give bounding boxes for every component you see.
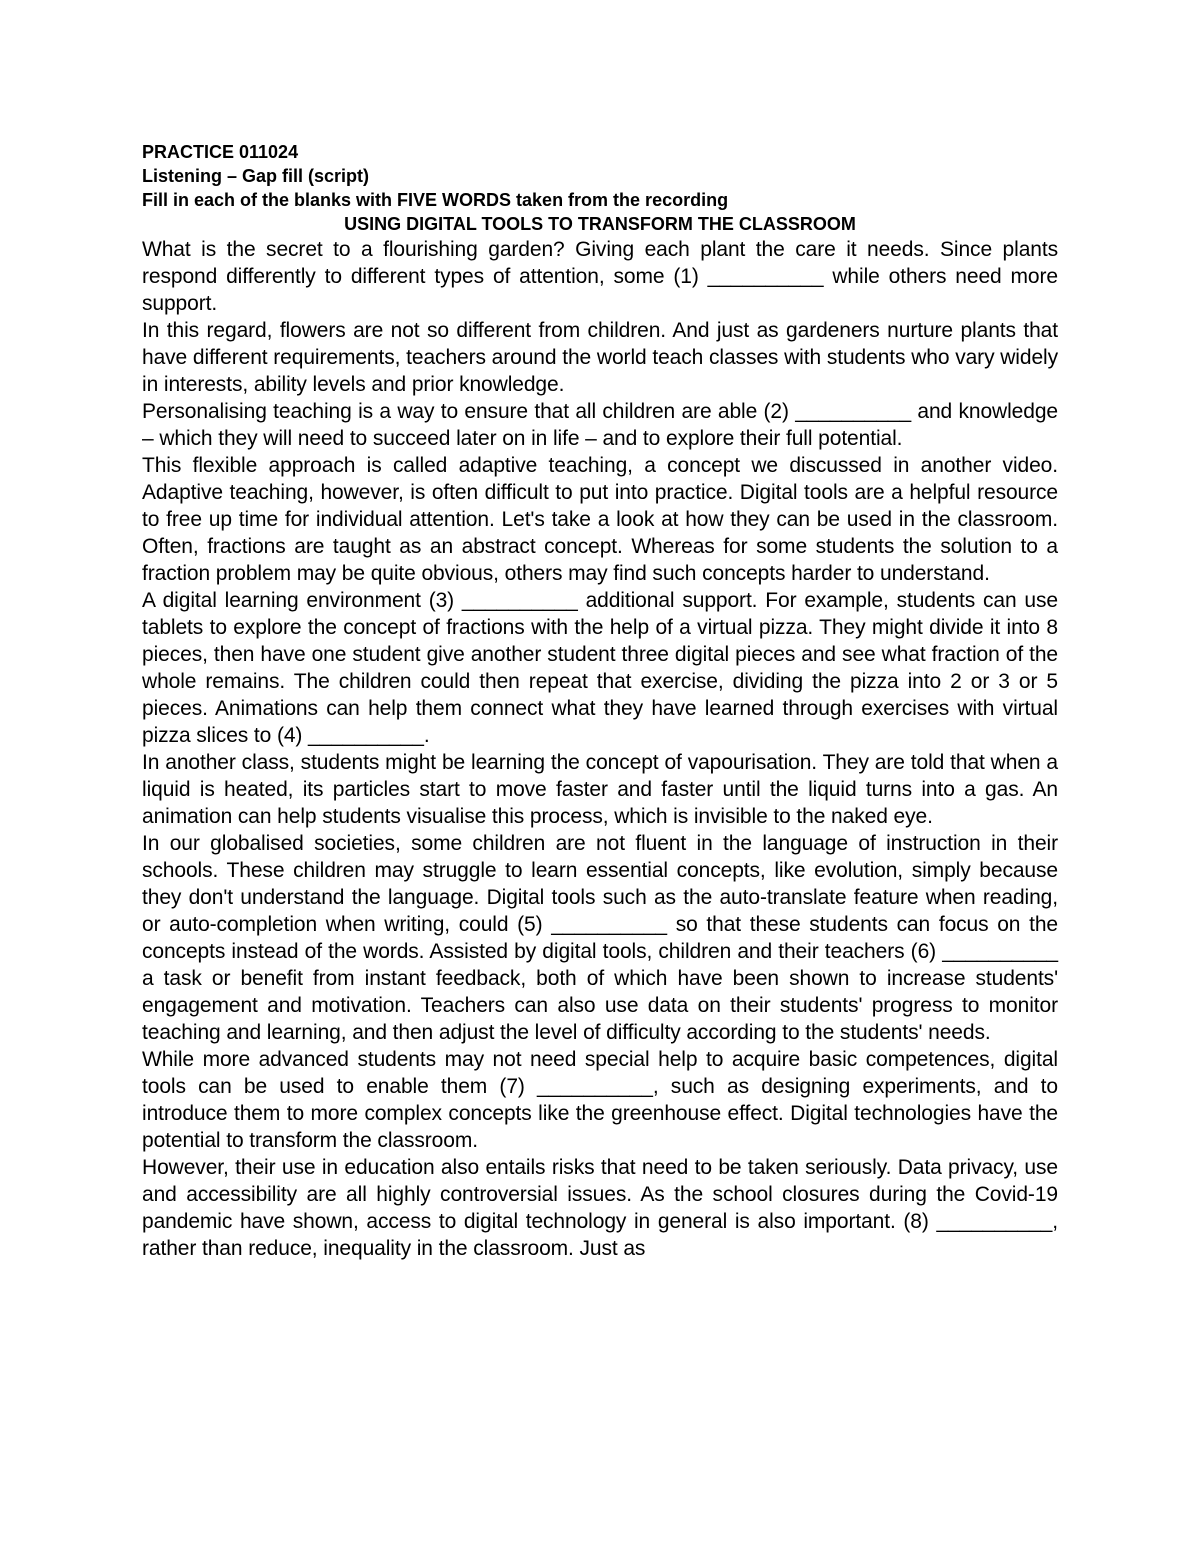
paragraph-1: What is the secret to a flourishing garden? Giving each plant the care it needs. Since plants respond differently to different types of attention, some (1) __________ while others need more support. (142, 238, 1058, 315)
paragraph-2: In this regard, flowers are not so different from children. And just as gardeners nurture plants that have different requirements, teachers around the world teach classes with students who vary widely in interests, ability levels and prior knowledge. (142, 319, 1058, 396)
document-title: USING DIGITAL TOOLS TO TRANSFORM THE CLASSROOM (344, 214, 856, 234)
practice-code: PRACTICE 011024 (142, 142, 299, 162)
instruction-text: Fill in each of the blanks with FIVE WORDS taken from the recording (142, 190, 729, 210)
paragraph-8: While more advanced students may not need special help to acquire basic competences, digital tools can be used to enable them (7) __________, such as designing experiments, and to introduce them to more complex concepts like the greenhouse effect. Digital technologies have the potential to transform the classroom. (142, 1048, 1058, 1152)
paragraph-6: In another class, students might be learning the concept of vapourisation. They are told that when a liquid is heated, its particles start to move faster and faster until the liquid turns into a gas. An animation can help students visualise this process, which is invisible to the naked eye. (142, 751, 1058, 828)
section-title: Listening – Gap fill (script) (142, 166, 370, 186)
paragraph-3: Personalising teaching is a way to ensure that all children are able (2) __________ and knowledge – which they will need to succeed later on in life – and to explore their full potential. (142, 400, 1058, 450)
paragraph-4: This flexible approach is called adaptive teaching, a concept we discussed in another video. Adaptive teaching, however, is often difficult to put into practice. Digital tools are a helpful resource to free up time for individual attention. Let's take a look at how they can be used in the classroom. Often, fractions are taught as an abstract concept. Whereas for some students the solution to a fraction problem may be quite obvious, others may find such concepts harder to understand. (142, 454, 1058, 585)
paragraph-7: In our globalised societies, some children are not fluent in the language of instruction in their schools. These children may struggle to learn essential concepts, like evolution, simply because they don't understand the language. Digital tools such as the auto-translate feature when reading, or auto-completion when writing, could (5) __________ so that these students can focus on the concepts instead of the words. Assisted by digital tools, children and their teachers (6) __________ a task or benefit from instant feedback, both of which have been shown to increase students' engagement and motivation. Teachers can also use data on their students' progress to monitor teaching and learning, and then adjust the level of difficulty according to the students' needs. (142, 832, 1058, 1044)
paragraph-5: A digital learning environment (3) __________ additional support. For example, students can use tablets to explore the concept of fractions with the help of a virtual pizza. They might divide it into 8 pieces, then have one student give another student three digital pieces and see what fraction of the whole remains. The children could then repeat that exercise, dividing the pizza into 2 or 3 or 5 pieces. Animations can help them connect what they have learned through exercises with virtual pizza slices to (4) __________. (142, 589, 1058, 747)
paragraph-9: However, their use in education also entails risks that need to be taken seriously. Data privacy, use and accessibility are all highly controversial issues. As the school closures during the Covid-19 pandemic have shown, access to digital technology in general is also important. (8) __________, rather than reduce, inequality in the classroom. Just as (142, 1156, 1058, 1260)
document-page (142, 140, 1058, 1262)
